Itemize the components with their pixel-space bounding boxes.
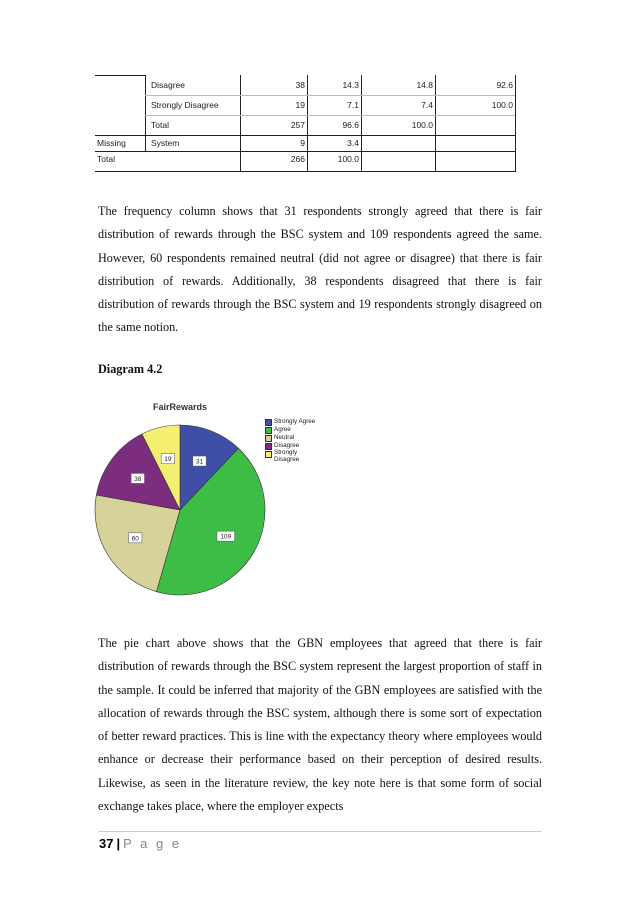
chart-legend (265, 418, 315, 464)
page-word: P a g e (123, 836, 182, 851)
table-divider (145, 75, 146, 151)
table-cell-valid-percent: 14.8 (416, 80, 433, 90)
frequency-table (95, 75, 516, 167)
table-row (95, 75, 516, 95)
table-divider (515, 75, 516, 171)
table-cell-valid-percent (363, 135, 433, 151)
data-label: 60 (131, 535, 139, 543)
pie-chart (93, 398, 355, 608)
table-row-rule (95, 151, 515, 152)
pie-chart-plot (93, 420, 268, 598)
table-cell-valid-percent: 7.4 (421, 100, 433, 110)
legend-item (265, 426, 315, 434)
table-bottom-rule (95, 171, 516, 172)
diagram-heading: Diagram 4.2 (98, 362, 163, 376)
legend-swatch-icon (265, 443, 272, 450)
table-divider (361, 75, 362, 171)
table-cell-percent: 3.4 (347, 138, 359, 148)
table-cell-percent: 100.0 (337, 154, 359, 164)
legend-label: Strongly Agree (274, 418, 316, 425)
data-label: 19 (164, 456, 172, 464)
table-cell-valid-percent (363, 151, 433, 167)
legend-swatch-icon (265, 451, 272, 458)
table-row-rule (95, 135, 515, 136)
table-cell-frequency: 266 (290, 154, 305, 164)
table-row (95, 151, 516, 167)
table-cell-cumulative-percent (437, 151, 513, 167)
data-label: 109 (220, 533, 232, 541)
table-top-rule (95, 75, 145, 76)
table-cell-frequency: 19 (295, 100, 305, 110)
legend-label: Disagree (274, 455, 300, 463)
legend-item (265, 450, 315, 464)
table-row (95, 135, 516, 151)
table-cell-valid-percent: 100.0 (411, 120, 433, 130)
legend-item (265, 418, 315, 426)
table-cell-cumulative-percent: 92.6 (496, 80, 513, 90)
table-cell-cumulative-percent (437, 115, 513, 135)
paragraph-frequency-summary: The frequency column shows that 31 respondents strongly agreed that there is fair distribution of rewards through the BSC system and 109 respondents agreed the same. However, 60 respondents remained neutral (did not agree or disagree) that there is fair distribution of rewards. Additionally, 38 respondents disagreed that there is fair distribution of rewards through the BSC system and 19 respondents strongly disagreed on the same notion. (98, 204, 542, 335)
paragraph-chart-discussion: The pie chart above shows that the GBN employees that agreed that there is fair distribution of rewards through the BSC system represent the largest proportion of staff in the sample. It could be inferred that majority of the GBN employees are satisfied with the allocation of rewards through the BSC system, although there is some sort of expectation of better reward practices. This is line with the expectancy theory where employees would enhance or decrease their performance based on their perception of desired results. Likewise, as seen in the literature review, the key note here is that some form of social exchange takes place, where the employer expects (98, 636, 542, 814)
table-cell-label: Total (151, 120, 169, 130)
table-cell-percent: 14.3 (342, 80, 359, 90)
table-row-rule (145, 115, 515, 116)
table-cell-cumulative-percent (437, 135, 513, 151)
chart-title: FairRewards (153, 402, 208, 412)
legend-item (265, 434, 315, 442)
data-label: 31 (195, 458, 204, 466)
page-footer (99, 836, 182, 851)
table-cell-label: System (151, 138, 180, 148)
table-row (95, 95, 516, 115)
legend-label: Agree (274, 426, 291, 433)
legend-swatch-icon (265, 419, 272, 426)
legend-label: Strongly (274, 449, 298, 456)
data-label: 38 (134, 475, 142, 483)
table-cell-frequency: 38 (295, 80, 305, 90)
table-cell-group: Total (97, 154, 115, 164)
legend-label: Disagree (274, 442, 300, 449)
table-cell-label: Disagree (151, 80, 186, 90)
legend-swatch-icon (265, 435, 272, 442)
table-cell-percent: 7.1 (347, 100, 359, 110)
table-cell-cumulative-percent: 100.0 (491, 100, 513, 110)
table-cell-percent: 96.6 (342, 120, 359, 130)
table-cell-frequency: 257 (290, 120, 305, 130)
table-cell-label: Strongly Disagree (151, 100, 219, 110)
table-cell-group: Missing (97, 138, 126, 148)
table-cell-frequency: 9 (300, 138, 305, 148)
legend-label: Neutral (274, 434, 295, 441)
page-number: 37 (99, 836, 114, 851)
footer-separator: | (116, 836, 121, 851)
legend-swatch-icon (265, 427, 272, 434)
table-divider (240, 75, 241, 171)
footer-divider (98, 831, 542, 832)
table-divider (307, 75, 308, 171)
table-row-rule (145, 95, 515, 96)
table-divider (435, 75, 436, 171)
table-row (95, 115, 516, 135)
